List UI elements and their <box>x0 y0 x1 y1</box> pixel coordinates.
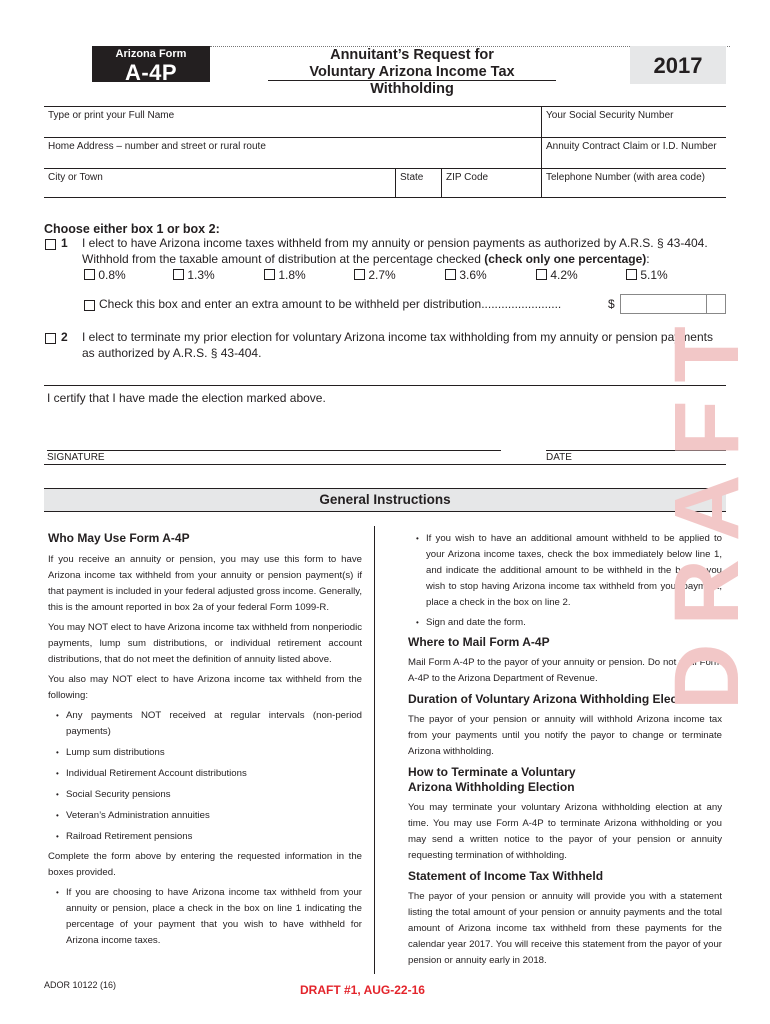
mail-paragraph: Mail Form A-4P to the payor of your annuity or pension. Do not mail Form A-4P to the Arizona Department of Revenue. <box>408 657 722 684</box>
who-paragraph-1: If you receive an annuity or pension, you may use this form to have Arizona income tax withheld from your annuity or pension payment(s) if that payment is included in your federal adjusted gross income. Generally, this is the amount reported in box 2a of your federal Form 1099-R. <box>48 554 362 613</box>
pct-option-5[interactable] <box>536 268 578 282</box>
not-list-item: • Social Security pensions <box>48 787 362 803</box>
form-label: Arizona Form <box>115 48 187 60</box>
address-label: Home Address – number and street or rural route <box>48 141 266 152</box>
complete-bullet-1: • If you are choosing to have Arizona income tax withheld from your annuity or pension, place a check in the box on line 1 indicating the percentage of your payment that you wish to have withheld for Arizona income taxes. <box>48 885 362 949</box>
draft-watermark <box>638 300 758 720</box>
zip-label: ZIP Code <box>446 172 489 183</box>
pct-option-6[interactable] <box>626 268 668 282</box>
pct-label: 1.8% <box>278 268 306 282</box>
city-field[interactable] <box>44 169 396 198</box>
full-name-label: Type or print your Full Name <box>48 110 175 121</box>
form-title-line1: Annuitant’s Request for <box>330 47 494 63</box>
pct-label: 5.1% <box>640 268 668 282</box>
mail-heading: Where to Mail Form A-4P <box>408 635 550 649</box>
full-name-field[interactable] <box>44 107 542 138</box>
pct-label: 4.2% <box>550 268 578 282</box>
box2-checkbox[interactable] <box>45 333 56 344</box>
who-paragraph-3: You also may NOT elect to have Arizona income tax withheld from the following: <box>48 674 362 701</box>
form-code: ADOR 10122 (16) <box>44 980 117 990</box>
duration-paragraph: The payor of your pension or annuity will withhold Arizona income tax from your payments until you notify the payor to change or terminate Arizona withholding. <box>408 714 722 757</box>
signature-label: SIGNATURE <box>47 452 105 463</box>
complete-bullet-2: • If you wish to have an additional amount withheld to be applied to your Arizona income taxes, check the box immediately below line 1, and indicate the additional amount to be withheld in the box. If you wish to stop having Arizona income tax withheld from your payment, place a check in the box on line 2. <box>408 531 722 611</box>
signature-line[interactable] <box>47 450 501 451</box>
extra-amount-label: Check this box and enter an extra amount to be withheld per distribution........................ <box>99 297 562 311</box>
terminate-heading-line1: How to Terminate a Voluntary <box>408 765 576 779</box>
box2-text-line2: as authorized by A.R.S. § 43-404. <box>82 346 262 360</box>
draft-watermark-text: DRAFT <box>656 308 758 710</box>
pct-checkbox[interactable] <box>264 269 275 280</box>
column-divider <box>374 526 375 974</box>
box1-text-line1: I elect to have Arizona income taxes withheld from my annuity or pension payments as authorized by A.R.S. § 43-404. <box>82 236 708 250</box>
not-list-item: • Lump sum distributions <box>48 745 362 761</box>
pct-label: 2.7% <box>368 268 396 282</box>
phone-label: Telephone Number (with area code) <box>546 172 705 183</box>
tax-year: 2017 <box>630 46 726 84</box>
address-field[interactable] <box>44 138 542 169</box>
complete-bullet-3: • Sign and date the form. <box>408 615 722 631</box>
city-label: City or Town <box>48 172 103 183</box>
complete-paragraph: Complete the form above by entering the requested information in the boxes provided. <box>48 851 362 878</box>
not-list-item: • Individual Retirement Account distributions <box>48 766 362 782</box>
state-field[interactable] <box>396 169 442 198</box>
box1-text-line2-b: (check only one percentage) <box>484 252 647 266</box>
form-id-box <box>92 46 210 85</box>
taxpayer-info-grid <box>44 106 726 198</box>
contract-id-field[interactable] <box>542 138 726 169</box>
who-paragraph-2: You may NOT elect to have Arizona income tax withheld from nonperiodic payments, lump sum distributions, or individual retirement account distributions, that do not meet the definition of annuity listed above. <box>48 622 362 665</box>
title-underline <box>268 80 556 81</box>
not-list-item: • Any payments NOT received at regular intervals (non-period payments) <box>48 708 362 740</box>
box2-number: 2 <box>61 330 68 344</box>
pct-label: 3.6% <box>459 268 487 282</box>
ssn-field[interactable] <box>542 107 726 138</box>
terminate-heading-line2: Arizona Withholding Election <box>408 780 575 794</box>
pct-checkbox[interactable] <box>626 269 637 280</box>
certify-text: I certify that I have made the election marked above. <box>47 391 326 405</box>
pct-option-0[interactable] <box>84 268 126 282</box>
statement-paragraph: The payor of your pension or annuity will provide you with a statement listing the total amount of your pension or annuity payments and the total amount of Arizona income tax withheld from these payments for the calendar year 2017. You will receive this statement from the payor of your pension or annuity early in 2018. <box>408 891 722 966</box>
box1-number: 1 <box>61 236 68 250</box>
contract-id-label: Annuity Contract Claim or I.D. Number <box>546 141 717 152</box>
box2-text-line1: I elect to terminate my prior election for voluntary Arizona income tax withholding from my annuity or pension payments <box>82 330 713 344</box>
phone-field[interactable] <box>542 169 726 198</box>
zip-field[interactable] <box>442 169 542 198</box>
who-heading: Who May Use Form A-4P <box>48 531 190 545</box>
not-list-item: • Veteran’s Administration annuities <box>48 808 362 824</box>
pct-checkbox[interactable] <box>84 269 95 280</box>
state-label: State <box>400 172 424 183</box>
left-column <box>48 531 362 949</box>
box1-checkbox[interactable] <box>45 239 56 250</box>
pct-option-4[interactable] <box>445 268 487 282</box>
pct-checkbox[interactable] <box>173 269 184 280</box>
box1-text-line2 <box>82 252 650 266</box>
dollar-sign: $ <box>608 297 615 311</box>
box1-text-line2-a: Withhold from the taxable amount of distribution at the percentage checked <box>82 252 485 266</box>
pct-option-2[interactable] <box>264 268 306 282</box>
form-number: A-4P <box>124 60 178 85</box>
draft-label: DRAFT #1, AUG-22-16 <box>300 983 425 997</box>
box1-text-line2-c: : <box>646 252 650 266</box>
ssn-label: Your Social Security Number <box>546 110 674 121</box>
pct-checkbox[interactable] <box>536 269 547 280</box>
pct-label: 0.8% <box>98 268 126 282</box>
pct-checkbox[interactable] <box>445 269 456 280</box>
not-list-item: • Railroad Retirement pensions <box>48 829 362 845</box>
statement-heading: Statement of Income Tax Withheld <box>408 869 604 883</box>
extra-amount-checkbox[interactable] <box>84 300 95 311</box>
form-title-line2: Voluntary Arizona Income Tax Withholding <box>309 64 515 97</box>
pct-label: 1.3% <box>187 268 215 282</box>
pct-option-3[interactable] <box>354 268 396 282</box>
terminate-paragraph: You may terminate your voluntary Arizona withholding election at any time. You may use Form A-4P to terminate Arizona withholding or you may send a written notice to the payor of your pension or annuity requesting termination of withholding. <box>408 802 722 861</box>
duration-heading: Duration of Voluntary Arizona Withholding Election <box>408 692 700 706</box>
date-label: DATE <box>546 452 572 463</box>
choose-heading: Choose either box 1 or box 2: <box>44 222 220 236</box>
general-instructions-heading: General Instructions <box>44 488 726 512</box>
pct-option-1[interactable] <box>173 268 215 282</box>
form-title <box>268 47 556 98</box>
pct-checkbox[interactable] <box>354 269 365 280</box>
